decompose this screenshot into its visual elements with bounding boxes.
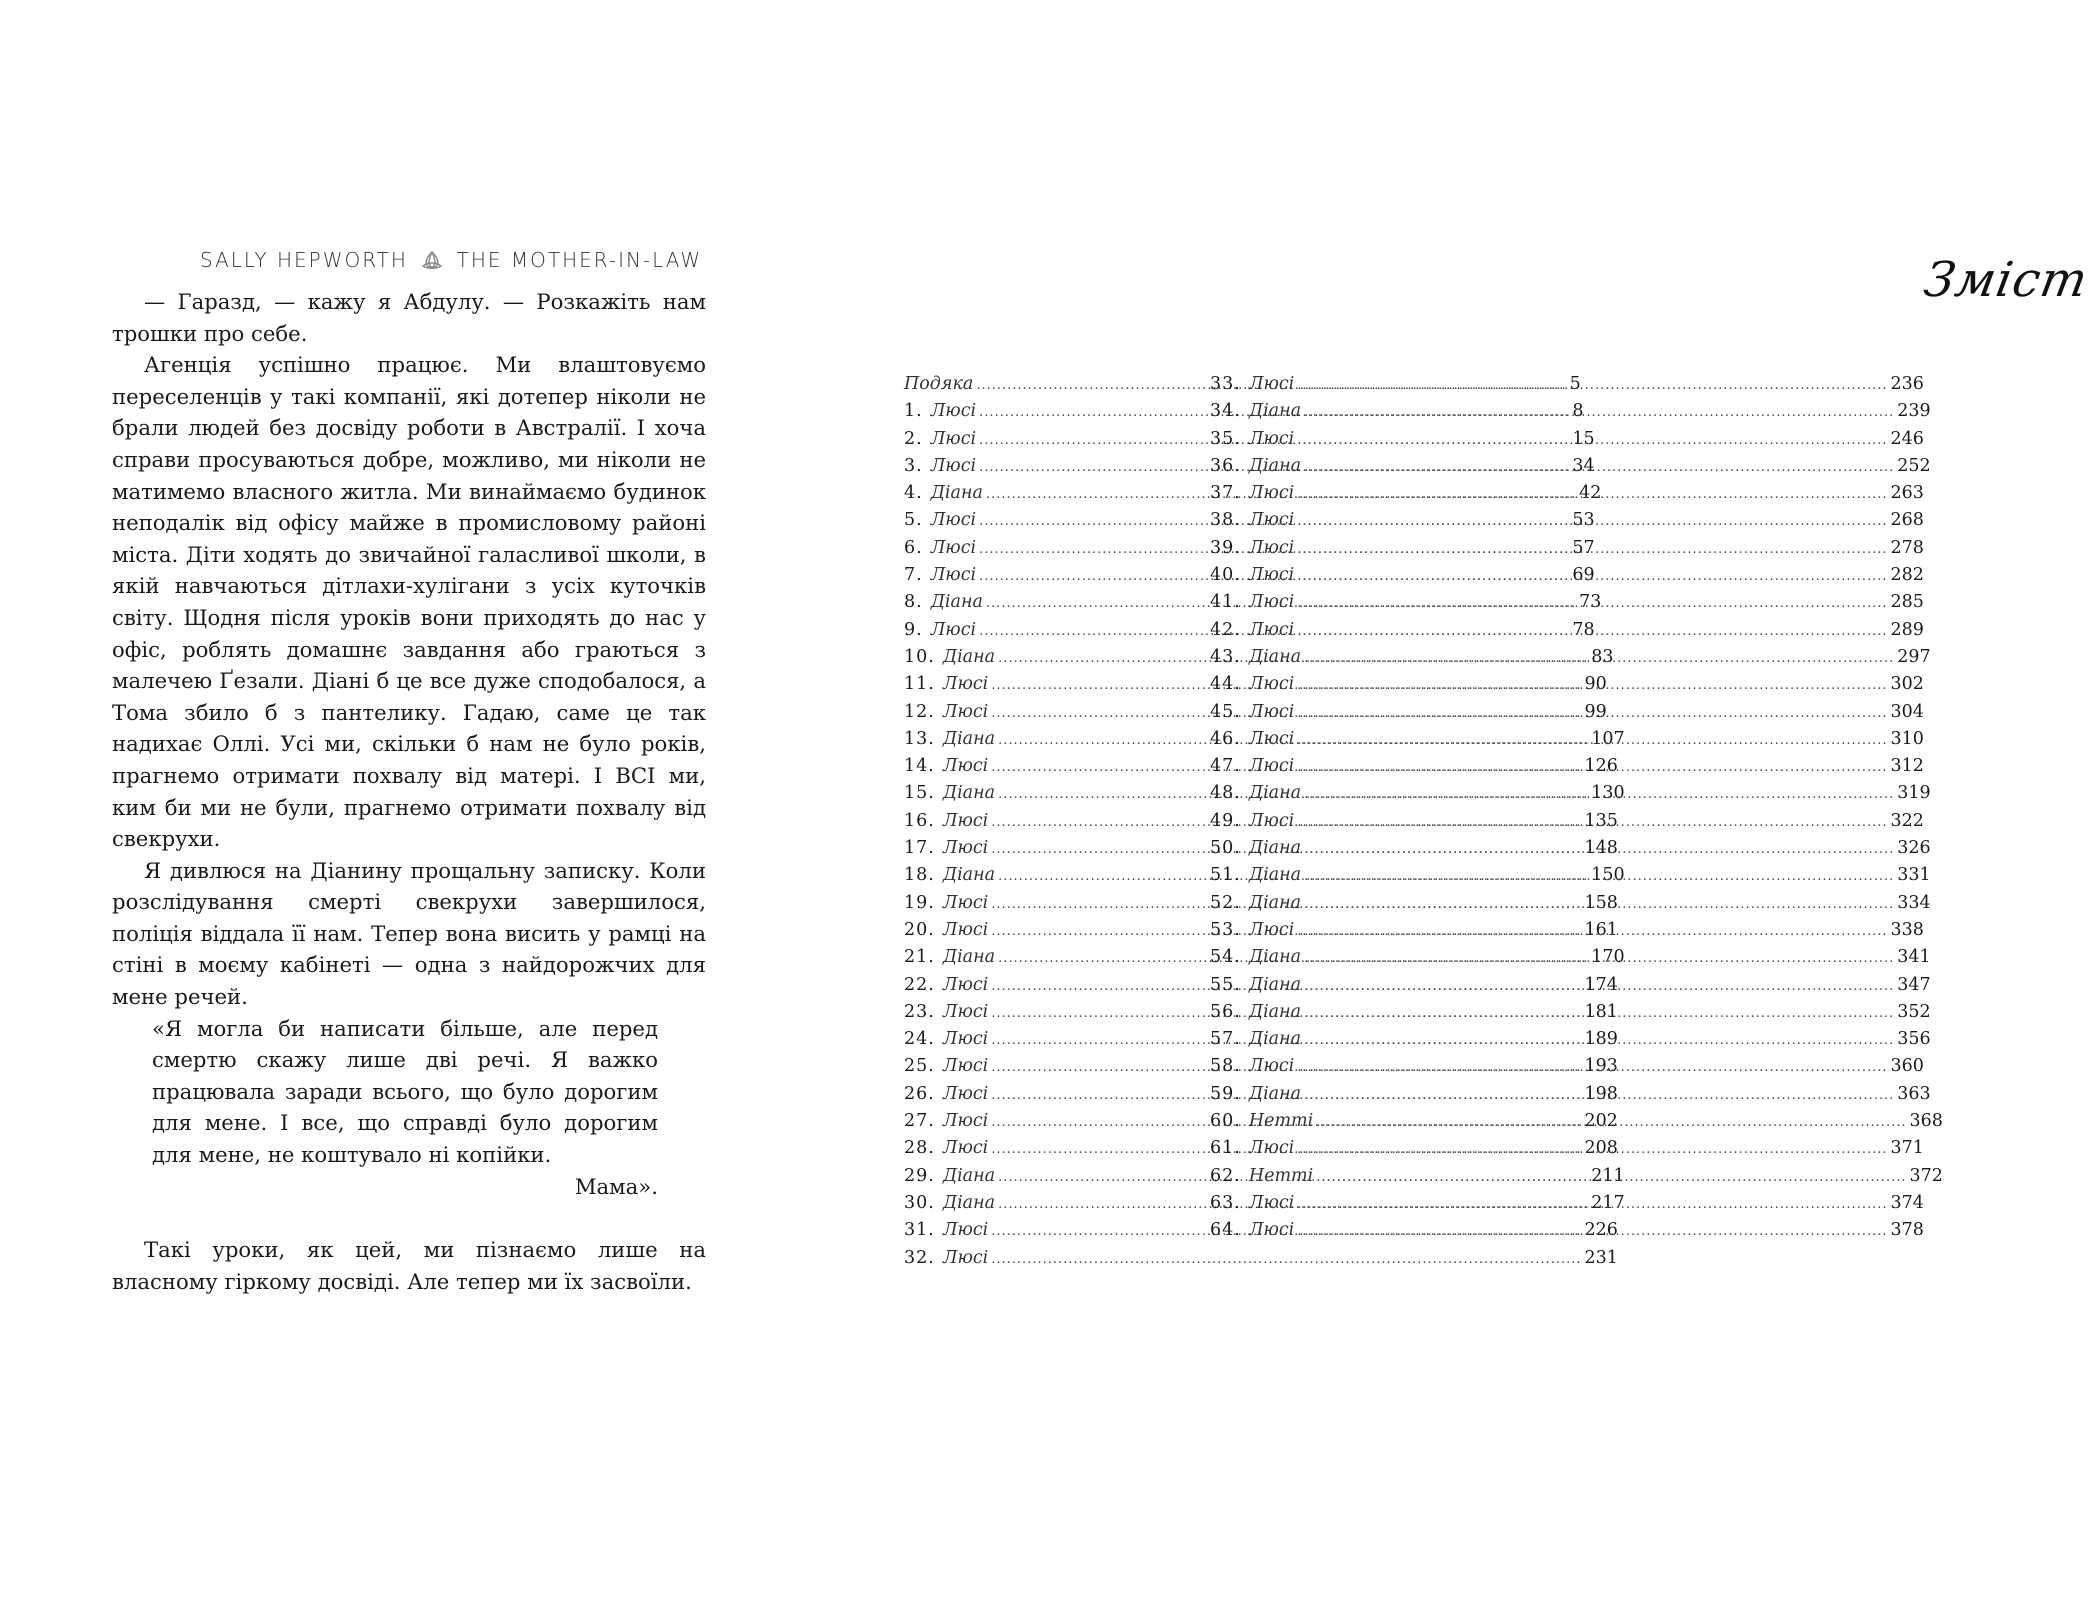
toc-leader-dots <box>1304 973 1894 1000</box>
toc-entry-page: 5 <box>1569 374 1581 394</box>
toc-entry-name: Люсі <box>1248 483 1295 504</box>
toc-leader-dots <box>1304 781 1894 808</box>
toc-entry-page: 378 <box>1890 1220 1924 1241</box>
letter-text: «Я могла би написати більше, але перед смертю скажу лише дві речі. Я важко працювала заради всього, що було дорогим для мене. І все, що справді було дорогим для мене, не коштувало ні копійки. <box>152 1015 658 1168</box>
toc-entry-number: 53. <box>1210 919 1241 940</box>
toc-entry-name: Люсі <box>930 510 977 531</box>
toc-entry-number: 1. <box>904 401 923 422</box>
toc-entry-name: Люсі <box>942 1138 989 1159</box>
toc-leader-dots <box>1297 590 1887 617</box>
toc-entry-page: 107 <box>1591 728 1625 749</box>
toc-entry-number: 40. <box>1210 565 1241 586</box>
toc-leader-dots <box>1304 945 1894 972</box>
toc-entry-page: 297 <box>1897 646 1931 667</box>
toc-entry-name: Діана <box>1248 974 1302 995</box>
toc-entry-name: Люсі <box>1248 919 1295 940</box>
toc-entry-number: 8. <box>904 592 923 613</box>
letter-signature: Мама». <box>574 1173 658 1199</box>
toc-entry-name: Люсі <box>942 1083 989 1104</box>
toc-entry-page: 202 <box>1584 1111 1618 1132</box>
toc-entry-page: 341 <box>1897 947 1931 968</box>
toc-entry-number: 34. <box>1210 401 1241 422</box>
toc-entry-name: Люсі <box>1248 756 1295 777</box>
toc-entry-page: 368 <box>1909 1111 1943 1132</box>
toc-entry-number: 45. <box>1210 701 1241 722</box>
toc-entry-name: Люсі <box>942 1220 989 1241</box>
toc-entry-number: 61. <box>1210 1138 1241 1159</box>
toc-entry-number: 12. <box>904 701 935 722</box>
toc-leader-dots <box>1304 1082 1894 1109</box>
toc-leader-dots <box>1304 891 1894 918</box>
toc-leader-dots <box>1304 454 1894 481</box>
toc-entry-name: Діана <box>1248 646 1302 667</box>
toc-entry-number: 9. <box>904 619 923 640</box>
toc-leader-dots <box>1297 700 1887 727</box>
toc-entry-number: 35. <box>1210 428 1241 449</box>
toc-entry-number: 37. <box>1210 483 1241 504</box>
toc-entry-page: 372 <box>1909 1165 1943 1186</box>
toc-entry-name: Діана <box>1248 865 1302 886</box>
toc-entry-number: 6. <box>904 537 923 558</box>
toc-entry-page: 181 <box>1584 1001 1618 1022</box>
farewell-letter <box>112 1013 706 1203</box>
toc-entry-number: 11. <box>904 674 935 695</box>
toc-entry-number: 64. <box>1210 1220 1241 1241</box>
toc-entry-page: 170 <box>1591 947 1625 968</box>
toc-entry-number: 57. <box>1210 1029 1241 1050</box>
toc-entry-page: 130 <box>1591 783 1625 804</box>
toc-entry-number: 54. <box>1210 947 1241 968</box>
toc-entry-name: Люсі <box>942 838 989 859</box>
toc-entry-name: Люсі <box>1248 565 1295 586</box>
triquetra-knot-icon <box>420 250 444 270</box>
toc-entry-page: 331 <box>1897 865 1931 886</box>
toc-entry-name: Люсі <box>942 1001 989 1022</box>
toc-entry-number: 33. <box>1210 374 1241 394</box>
toc-entry-name: Діана <box>930 483 983 504</box>
toc-entry-name: Люсі <box>1248 1220 1295 1241</box>
paragraph: Агенція успішно працює. Ми влаштовуємо переселенців у такі компанії, які дотепер ніколи не брали людей без досвіду роботи в Австралії. І хоча справи просуваються добре, можливо, ми ніколи не матимемо власного житла. Ми винаймаємо будинок неподалік від офісу майже в промисловому районі міста. Діти ходять до звичайної галасливої школи, в якій навчаються дітлахи-хулігани з усіх куточків світу. Щодня після уроків вони приходять до нас у офіс, роблять домашнє завдання або граються з малечею Ґезали. Діані б це все дуже сподобалося, а Тома збило б з пантелику. Гадаю, саме це так надихає Оллі. Усі ми, скільки б нам не було років, прагнемо отримати похвалу від матері. І ВСІ ми, ким би ми не були, прагнемо отримати похвалу від свекрухи. <box>112 352 706 852</box>
toc-entry-name: Люсі <box>942 892 989 913</box>
toc-entry-name: Люсі <box>942 701 989 722</box>
toc-entry-number: 56. <box>1210 1001 1241 1022</box>
toc-entry-page: 53 <box>1572 510 1595 531</box>
toc-entry-number: 60. <box>1210 1111 1241 1132</box>
toc-entry-name: Нетті <box>1248 1111 1314 1132</box>
toc-entry <box>1210 371 1924 398</box>
toc-entry-number: 62. <box>1210 1165 1241 1186</box>
toc-entry-number: 50. <box>1210 838 1241 859</box>
running-head <box>200 248 703 272</box>
toc-entry-page: 334 <box>1897 892 1931 913</box>
toc-entry-number: 55. <box>1210 974 1241 995</box>
toc-entry-name: Діана <box>1248 455 1302 476</box>
toc-entry-number: 43. <box>1210 646 1241 667</box>
toc-entry-page: 57 <box>1572 537 1595 558</box>
running-head-author: SALLY HEPWORTH <box>200 248 408 272</box>
toc-entry-name: Люсі <box>1248 1138 1295 1159</box>
toc-entry-number: 5. <box>904 510 923 531</box>
toc-entry-page: 360 <box>1890 1056 1924 1077</box>
toc-entry-page: 34 <box>1572 455 1595 476</box>
toc-entry-name: Люсі <box>930 537 977 558</box>
toc-entry-name: Діана <box>1248 401 1302 422</box>
toc-entry-page: 174 <box>1584 974 1618 995</box>
toc-leader-dots <box>1297 918 1887 945</box>
toc-entry-number: 7. <box>904 565 923 586</box>
toc-entry-page: 371 <box>1890 1138 1924 1159</box>
toc-entry-number: 48. <box>1210 783 1241 804</box>
toc-entry-name: Люсі <box>942 1247 989 1268</box>
toc-entry-name: Діана <box>1248 783 1302 804</box>
toc-entry-page: 135 <box>1584 810 1618 831</box>
toc-leader-dots <box>1297 372 1887 399</box>
toc-entry-name: Діана <box>942 728 996 749</box>
toc-entry-number: 26. <box>904 1083 935 1104</box>
toc-entry-name: Діана <box>1248 892 1302 913</box>
toc-entry-page: 73 <box>1579 592 1602 613</box>
toc-leader-dots <box>1297 563 1887 590</box>
toc-entry-name: Люсі <box>930 428 977 449</box>
toc-entry-page: 236 <box>1890 374 1924 394</box>
toc-entry-page: 322 <box>1890 810 1924 831</box>
toc-entry-name: Люсі <box>942 1111 989 1132</box>
toc-entry-page: 263 <box>1890 483 1924 504</box>
toc-entry-page: 90 <box>1584 674 1607 695</box>
running-head-title: THE MOTHER-IN-LAW <box>456 248 703 272</box>
toc-entry-number: 38. <box>1210 510 1241 531</box>
toc-entry-page: 158 <box>1584 892 1618 913</box>
left-page <box>0 0 800 1600</box>
toc-entry-page: 189 <box>1584 1029 1618 1050</box>
toc-entry-name: Діана <box>1248 1029 1302 1050</box>
toc-leader-dots <box>1316 1164 1906 1191</box>
toc-entry-name: Люсі <box>1248 619 1295 640</box>
toc-entry-name: Діана <box>1248 838 1302 859</box>
toc-entry-page: 312 <box>1890 756 1924 777</box>
toc-leader-dots <box>1304 836 1894 863</box>
toc-entry <box>904 1245 1618 1272</box>
toc-entry-page: 289 <box>1890 619 1924 640</box>
toc-entry-number: 42. <box>1210 619 1241 640</box>
toc-entry-number: 44. <box>1210 674 1241 695</box>
toc-entry-page: 99 <box>1584 701 1607 722</box>
toc-entry-page: 126 <box>1584 756 1618 777</box>
toc-entry-page: 161 <box>1584 919 1618 940</box>
toc-entry-page: 347 <box>1897 974 1931 995</box>
toc-entry-page: 193 <box>1584 1056 1618 1077</box>
toc-entry-number: 18. <box>904 865 935 886</box>
toc-entry-page: 252 <box>1897 455 1931 476</box>
toc-leader-dots <box>1304 863 1894 890</box>
toc-entry-page: 246 <box>1890 428 1924 449</box>
toc-entry-name: Діана <box>942 947 996 968</box>
toc-entry-number: 17. <box>904 838 935 859</box>
toc-entry-name: Діана <box>942 1192 996 1213</box>
toc-leader-dots <box>1304 1000 1894 1027</box>
toc-entry-name: Люсі <box>1248 810 1295 831</box>
toc-entry-number: 16. <box>904 810 935 831</box>
toc-entry-number: 28. <box>904 1138 935 1159</box>
toc-leader-dots <box>1297 1218 1887 1245</box>
toc-entry-page: 356 <box>1897 1029 1931 1050</box>
toc-entry-name: Діана <box>942 1165 996 1186</box>
toc-entry-name: Люсі <box>1248 674 1295 695</box>
toc-entry-page: 374 <box>1890 1192 1924 1213</box>
toc-entry-number: 51. <box>1210 865 1241 886</box>
toc-entry-number: 30. <box>904 1192 935 1213</box>
toc-entry-name: Люсі <box>1248 728 1295 749</box>
toc-entry-name: Люсі <box>930 455 977 476</box>
toc-leader-dots <box>1297 672 1887 699</box>
toc-leader-dots <box>1297 1191 1887 1218</box>
toc-entry-number: 59. <box>1210 1083 1241 1104</box>
closing-paragraph: Такі уроки, як цей, ми пізнаємо лише на власному гіркому досвіді. Але тепер ми їх засвоїли. <box>112 1237 706 1294</box>
toc-entry-page: 363 <box>1897 1083 1931 1104</box>
toc-leader-dots <box>1304 645 1894 672</box>
toc-entry-page: 69 <box>1572 565 1595 586</box>
toc-entry-number: 36. <box>1210 455 1241 476</box>
body-text <box>112 286 706 1297</box>
toc-entry-number: 47. <box>1210 756 1241 777</box>
toc-entry <box>1210 398 1931 425</box>
toc-leader-dots <box>1297 809 1887 836</box>
toc-entry-page: 310 <box>1890 728 1924 749</box>
toc-title: Зміст <box>1920 252 2092 308</box>
toc-entry-page: 78 <box>1572 619 1595 640</box>
toc-entry-page: 42 <box>1579 483 1602 504</box>
toc-entry-page: 285 <box>1890 592 1924 613</box>
toc-entry-page: 326 <box>1897 838 1931 859</box>
toc-entry-name: Люсі <box>1248 537 1295 558</box>
paragraph: — Гаразд, — кажу я Абдулу. — Розкажіть нам трошки про себе. <box>112 289 706 346</box>
toc-entry-page: 8 <box>1572 401 1584 422</box>
toc-entry-page: 15 <box>1572 428 1595 449</box>
toc-leader-dots <box>1297 1054 1887 1081</box>
toc-entry-number: 22. <box>904 974 935 995</box>
toc-entry-name: Люсі <box>1248 592 1295 613</box>
toc-entry-number: 2. <box>904 428 923 449</box>
toc-entry-number: 46. <box>1210 728 1241 749</box>
toc-entry-name: Діана <box>942 865 996 886</box>
toc-entry-page: 352 <box>1897 1001 1931 1022</box>
toc-entry-number: 32. <box>904 1247 935 1268</box>
toc-entry-number: 21. <box>904 947 935 968</box>
toc-entry-page: 268 <box>1890 510 1924 531</box>
toc-entry-page: 226 <box>1584 1220 1618 1241</box>
toc-leader-dots <box>991 1246 1581 1273</box>
toc-entry-name: Люсі <box>942 1056 989 1077</box>
toc-entry-number: 31. <box>904 1220 935 1241</box>
toc-leader-dots <box>1316 1109 1906 1136</box>
toc-leader-dots <box>1297 1136 1887 1163</box>
toc-entry-number: 58. <box>1210 1056 1241 1077</box>
toc-entry-page: 239 <box>1897 401 1931 422</box>
toc-entry-name: Люсі <box>942 974 989 995</box>
toc-entry-number: 15. <box>904 783 935 804</box>
toc-entry-name: Люсі <box>1248 1056 1295 1077</box>
toc-entry-page: 148 <box>1584 838 1618 859</box>
toc-entry-name: Діана <box>942 646 996 667</box>
toc-entry-number: 19. <box>904 892 935 913</box>
toc-entry-page: 302 <box>1890 674 1924 695</box>
toc-entry-name: Люсі <box>942 674 989 695</box>
toc-entry-name: Діана <box>930 592 983 613</box>
toc-entry-number: 63. <box>1210 1192 1241 1213</box>
toc-entry-name: Люсі <box>942 919 989 940</box>
toc-entry-number: 27. <box>904 1111 935 1132</box>
toc-entry-number: 49. <box>1210 810 1241 831</box>
toc-leader-dots <box>1297 536 1887 563</box>
toc-entry-name: Люсі <box>942 756 989 777</box>
toc-entry-number: 39. <box>1210 537 1241 558</box>
toc-leader-dots <box>1297 427 1887 454</box>
toc-leader-dots <box>1304 1027 1894 1054</box>
toc-entry-page: 319 <box>1897 783 1931 804</box>
toc-entry-name: Люсі <box>1248 1192 1295 1213</box>
toc-entry-number: 14. <box>904 756 935 777</box>
toc-entry-name: Люсі <box>930 565 977 586</box>
toc-leader-dots <box>1297 754 1887 781</box>
toc-entry-name: Люсі <box>1248 428 1295 449</box>
toc-entry-number: 3. <box>904 455 923 476</box>
toc-entry-page: 150 <box>1591 865 1625 886</box>
toc-entry-page: 211 <box>1591 1165 1625 1186</box>
toc-entry-name: Подяка <box>904 374 974 394</box>
toc-entry-name: Люсі <box>1248 374 1295 394</box>
toc-entry-page: 278 <box>1890 537 1924 558</box>
toc-entry-name: Люсі <box>1248 510 1295 531</box>
toc-entry-name: Люсі <box>942 810 989 831</box>
toc-entry-page: 231 <box>1584 1247 1618 1268</box>
toc-entry-number: 52. <box>1210 892 1241 913</box>
toc-entry-page: 282 <box>1890 565 1924 586</box>
toc-entry-name: Діана <box>1248 1001 1302 1022</box>
toc-leader-dots <box>1297 508 1887 535</box>
toc-entry-number: 41. <box>1210 592 1241 613</box>
toc-entry-number: 24. <box>904 1029 935 1050</box>
toc-entry-page: 304 <box>1890 701 1924 722</box>
toc-leader-dots <box>1297 481 1887 508</box>
toc-entry-name: Діана <box>1248 947 1302 968</box>
toc-entry-name: Люсі <box>930 401 977 422</box>
toc-entry-number: 25. <box>904 1056 935 1077</box>
toc-leader-dots <box>1297 727 1887 754</box>
toc-entry-page: 208 <box>1584 1138 1618 1159</box>
toc-entry-name: Діана <box>942 783 996 804</box>
toc-entry-number: 10. <box>904 646 935 667</box>
toc-entry-number: 29. <box>904 1165 935 1186</box>
toc-entry-page: 338 <box>1890 919 1924 940</box>
toc-leader-dots <box>1304 399 1894 426</box>
toc-entry-number: 20. <box>904 919 935 940</box>
toc-entry-number: 23. <box>904 1001 935 1022</box>
toc-entry-page: 198 <box>1584 1083 1618 1104</box>
toc-entry-name: Діана <box>1248 1083 1302 1104</box>
toc-entry-name: Люсі <box>942 1029 989 1050</box>
toc-entry-number: 4. <box>904 483 923 504</box>
toc-leader-dots <box>1297 618 1887 645</box>
toc-entry-page: 83 <box>1591 646 1614 667</box>
toc-entry-number: 13. <box>904 728 935 749</box>
toc-entry-name: Люсі <box>1248 701 1295 722</box>
paragraph: Я дивлюся на Діанину прощальну записку. Коли розслідування смерті свекрухи завершилося, поліція віддала її нам. Тепер вона висить у рамці на стіні в моєму кабінеті — одна з найдорожчих для мене речей. <box>112 857 706 1010</box>
toc-entry-name: Люсі <box>930 619 977 640</box>
toc-entry-name: Нетті <box>1248 1165 1314 1186</box>
toc-entry-page: 217 <box>1591 1192 1625 1213</box>
